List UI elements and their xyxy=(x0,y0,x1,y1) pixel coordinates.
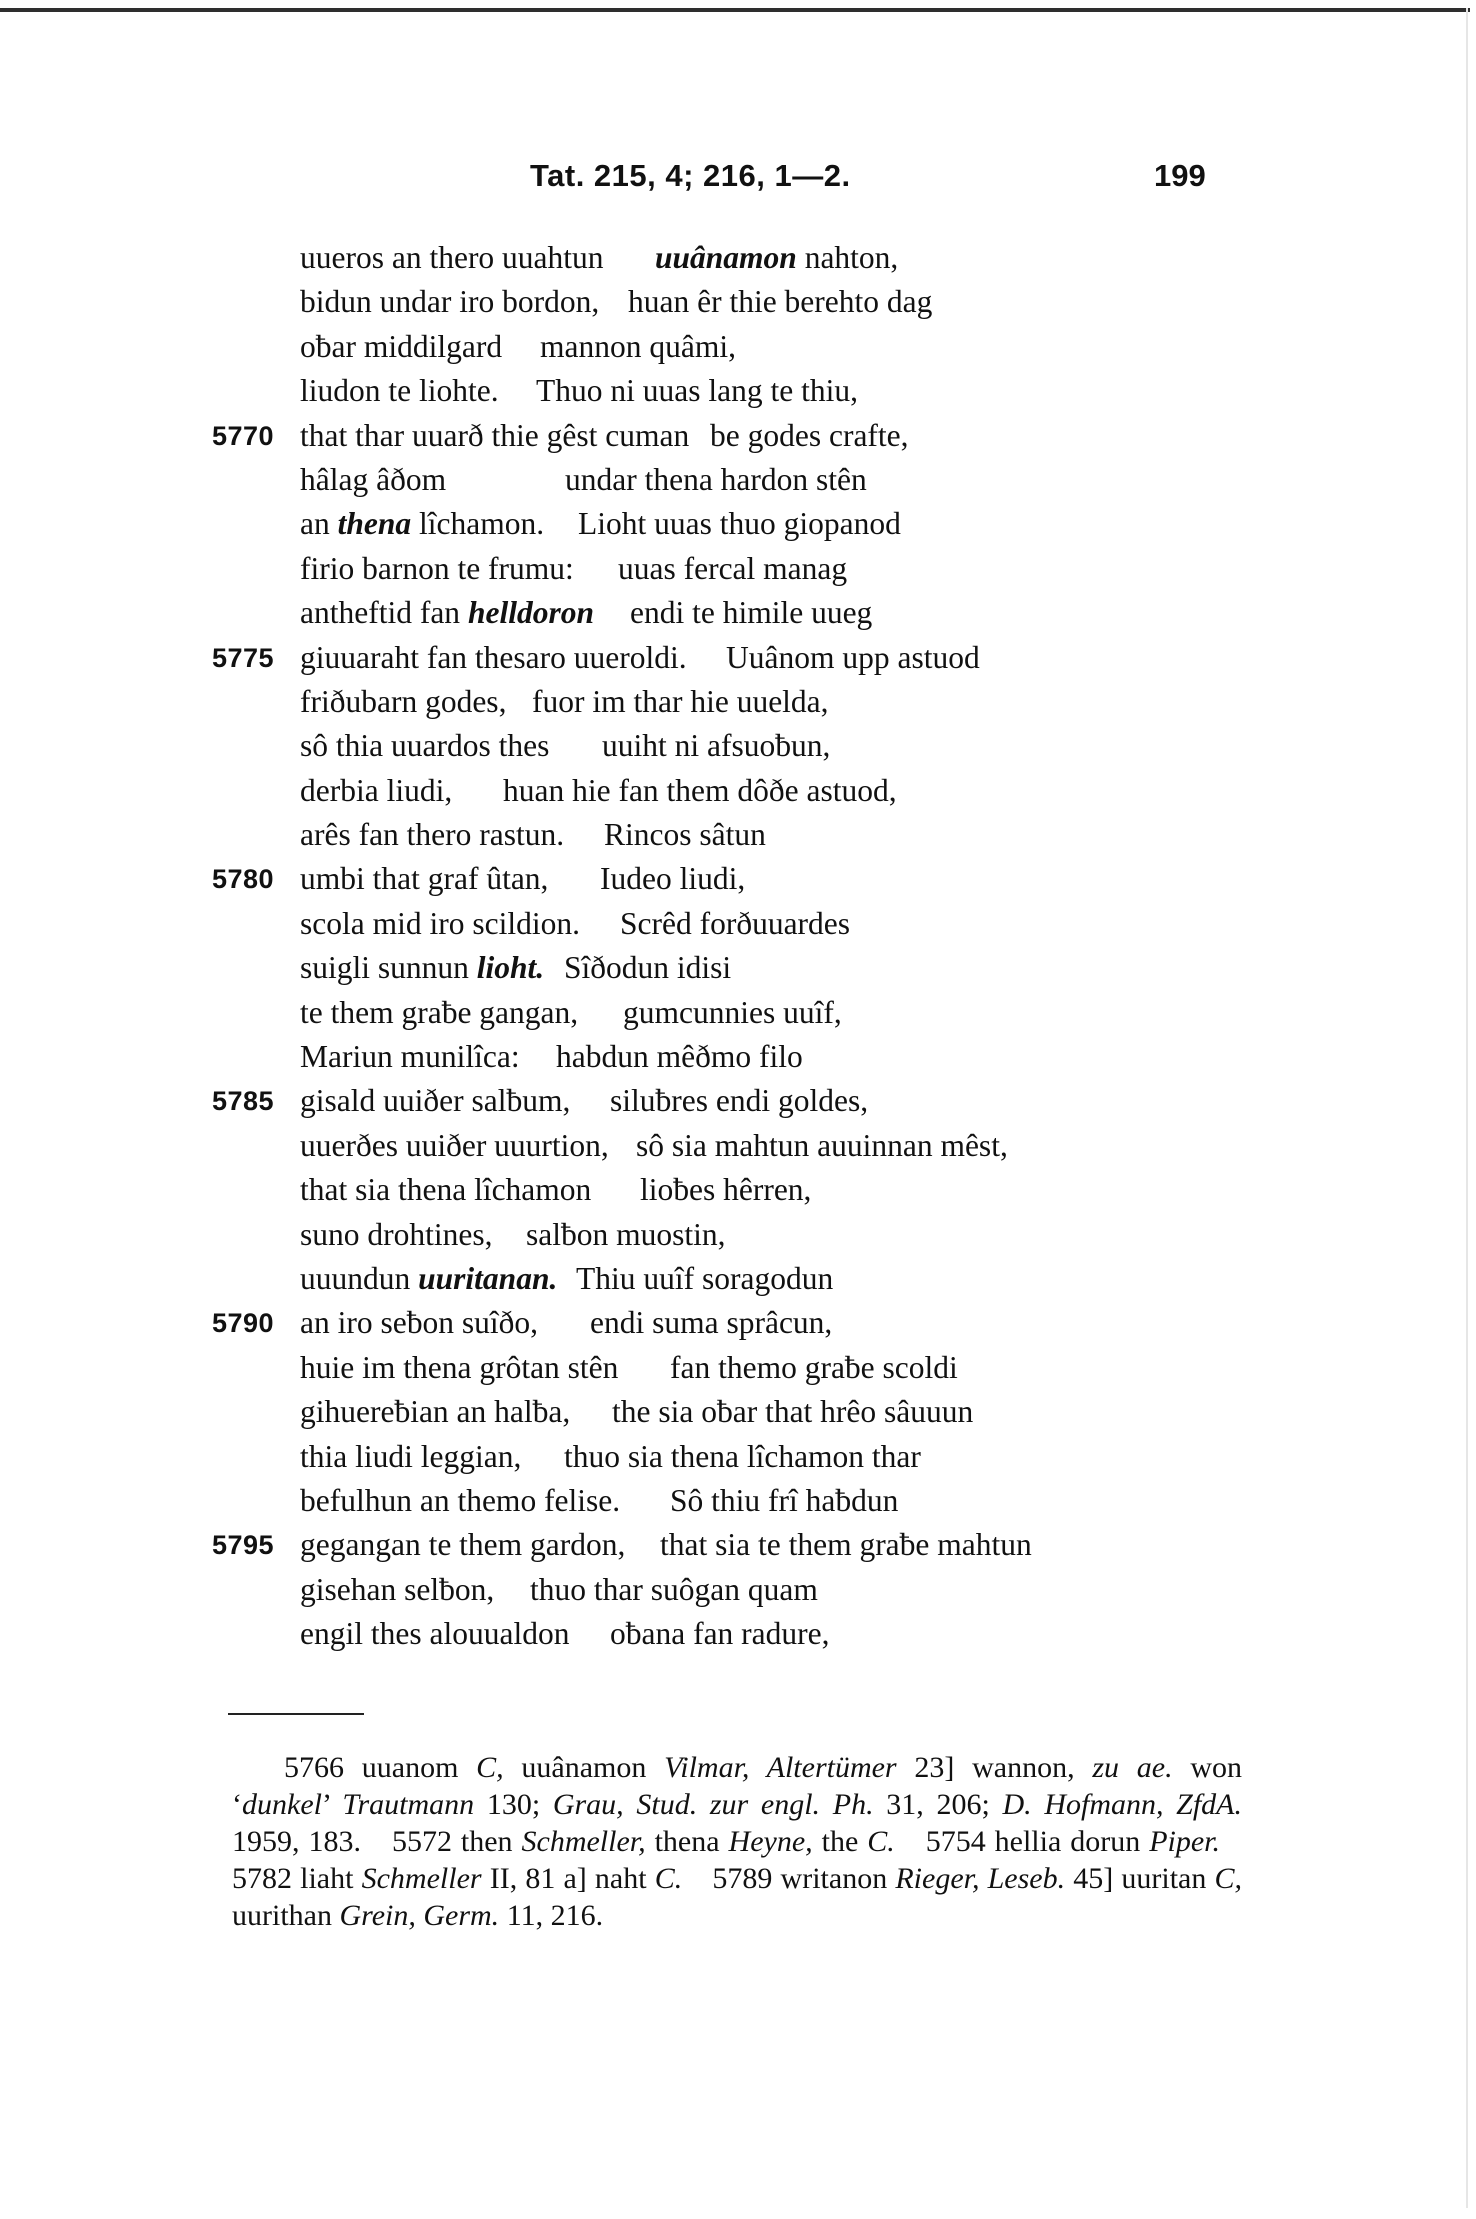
first-half-line xyxy=(300,636,687,680)
italic-text-segment: uuânamon xyxy=(655,240,797,275)
text-segment: giuuaraht fan thesaro uueroldi. xyxy=(300,639,687,675)
verse-line xyxy=(0,857,1476,901)
text-segment: huan êr thie berehto dag xyxy=(628,284,933,320)
verse-line xyxy=(0,769,1476,813)
verse-line xyxy=(0,680,1476,724)
verse-line xyxy=(0,1079,1476,1123)
verse-line xyxy=(0,813,1476,857)
text-segment: an iro seƀon suîðo, xyxy=(300,1305,538,1341)
text-segment: Thiu uuîf soragodun xyxy=(576,1260,834,1296)
text-segment: bidun undar iro bordon, xyxy=(300,284,600,320)
second-half-line xyxy=(670,1346,958,1390)
footnote-rule xyxy=(228,1713,364,1715)
first-half-line xyxy=(300,547,574,591)
first-half-line xyxy=(300,769,452,813)
text-segment: firio barnon te frumu: xyxy=(300,550,574,586)
italic-text-segment: thena xyxy=(337,506,412,542)
first-half-line xyxy=(300,325,502,369)
italic-text-segment: lioht. xyxy=(476,950,545,986)
verse-line xyxy=(0,991,1476,1035)
first-half-line xyxy=(300,1346,618,1390)
text-segment: suigli sunnun xyxy=(300,950,477,986)
italic-text-segment: uuritanan. xyxy=(418,1260,558,1296)
verse-line xyxy=(0,1479,1476,1523)
second-half-line xyxy=(590,1301,832,1345)
second-half-line xyxy=(660,1523,1032,1567)
text-segment: uueros an thero uuahtun xyxy=(300,240,604,275)
second-half-line xyxy=(612,1390,973,1434)
line-number: 5790 xyxy=(212,1308,275,1339)
text-segment: thuo thar suôgan quam xyxy=(530,1571,818,1607)
text-segment: liudon te liohte. xyxy=(300,373,499,409)
text-segment: an xyxy=(300,506,338,542)
footnote-italic-segment: Schmeller xyxy=(361,1862,482,1895)
second-half-line xyxy=(640,1168,811,1212)
text-segment: Lioht uuas thuo giopanod xyxy=(578,506,901,542)
second-half-line xyxy=(618,547,847,591)
top-edge-rule xyxy=(0,8,1470,12)
verse-line xyxy=(0,1612,1476,1656)
verse-line xyxy=(0,1435,1476,1479)
text-segment: engil thes alouualdon xyxy=(300,1616,570,1652)
text-segment: huie im thena grôtan stên xyxy=(300,1349,619,1385)
line-number: 5775 xyxy=(212,642,275,673)
text-segment: gisald uuiðer salƀum, xyxy=(300,1083,571,1119)
verse-line xyxy=(0,1035,1476,1079)
first-half-line xyxy=(300,946,544,990)
footnote-segment: 5572 then xyxy=(391,1825,522,1858)
footnote-italic-segment: Trautmann xyxy=(342,1788,475,1821)
second-half-line xyxy=(556,1035,803,1079)
first-half-line xyxy=(300,813,564,857)
second-half-line xyxy=(600,857,745,901)
first-half-line xyxy=(300,680,506,724)
first-half-line xyxy=(300,1568,494,1612)
second-half-line xyxy=(610,1079,868,1123)
text-segment: derbia liudi, xyxy=(300,772,453,808)
footnote-italic-segment: Heyne, xyxy=(728,1825,813,1858)
footnote-segment: 5789 writanon xyxy=(712,1862,896,1895)
second-half-line xyxy=(604,813,766,857)
text-segment: Thuo ni uuas lang te thiu, xyxy=(536,373,858,409)
text-segment: habdun mêðmo filo xyxy=(556,1039,803,1075)
footnote-segment: 5766 uuanom xyxy=(284,1751,477,1784)
second-half-line xyxy=(564,1435,921,1479)
running-header xyxy=(0,158,1476,198)
text-segment: befulhun an themo felise. xyxy=(300,1482,621,1518)
text-segment: lioƀes hêrren, xyxy=(640,1172,812,1208)
footnote-segment: 45] uuritan xyxy=(1065,1862,1215,1895)
first-half-line xyxy=(300,1523,625,1567)
text-segment: gumcunnies uuîf, xyxy=(623,994,842,1030)
second-half-line xyxy=(526,1213,726,1257)
first-half-line xyxy=(300,591,594,635)
text-segment: that sia te them graƀe mahtun xyxy=(660,1527,1032,1563)
second-half-line xyxy=(536,369,858,413)
footnote-segment: 23] wannon, xyxy=(896,1751,1093,1784)
verse-line xyxy=(0,1257,1476,1301)
first-half-line xyxy=(300,1435,521,1479)
second-half-line xyxy=(726,636,980,680)
second-half-line xyxy=(655,236,898,280)
text-segment: gegangan te them gardon, xyxy=(300,1527,626,1563)
footnote-italic-segment: C. xyxy=(654,1862,683,1895)
text-segment: fan themo graƀe scoldi xyxy=(670,1349,958,1385)
verse-line xyxy=(0,1390,1476,1434)
text-segment: endi suma sprâcun, xyxy=(590,1305,833,1341)
second-half-line xyxy=(620,902,850,946)
text-segment: friðubarn godes, xyxy=(300,683,507,719)
verse-line xyxy=(0,591,1476,635)
first-half-line xyxy=(300,1257,557,1301)
second-half-line xyxy=(623,991,842,1035)
verse-line xyxy=(0,325,1476,369)
verse-line xyxy=(0,946,1476,990)
first-half-line xyxy=(300,458,446,502)
second-half-line xyxy=(532,680,829,724)
first-half-line xyxy=(300,857,548,901)
first-half-line xyxy=(300,902,580,946)
line-number: 5785 xyxy=(212,1086,275,1117)
text-segment: lîchamon. xyxy=(411,506,545,542)
second-half-line xyxy=(565,458,867,502)
text-segment: gisehan selƀon, xyxy=(300,1571,495,1607)
first-half-line xyxy=(300,414,689,458)
second-half-line xyxy=(602,724,830,768)
second-half-line xyxy=(530,1568,818,1612)
text-segment: be godes crafte, xyxy=(710,417,909,453)
second-half-line xyxy=(628,280,932,324)
line-number: 5770 xyxy=(212,420,275,451)
footnote-segment: 5782 liaht xyxy=(232,1862,362,1895)
text-segment: fuor im thar hie uuelda, xyxy=(532,683,829,719)
footnote-segment: 130; xyxy=(474,1788,553,1821)
first-half-line xyxy=(300,991,578,1035)
text-segment: nahton, xyxy=(796,240,899,275)
text-segment: antheftid fan xyxy=(300,595,468,631)
line-number: 5780 xyxy=(212,864,275,895)
second-half-line xyxy=(578,502,901,546)
verse-line xyxy=(0,1213,1476,1257)
second-half-line xyxy=(670,1479,898,1523)
verse-line xyxy=(0,636,1476,680)
verse-line xyxy=(0,236,1476,280)
text-segment: hâlag âðom xyxy=(300,461,447,497)
footnote-segment: 1959, 183. xyxy=(232,1825,361,1858)
text-segment: te them graƀe gangan, xyxy=(300,994,579,1030)
first-half-line xyxy=(300,1612,569,1656)
page-number: 199 xyxy=(1154,158,1206,193)
first-half-line xyxy=(300,1035,520,1079)
footnote-italic-segment: zu ae. xyxy=(1092,1751,1173,1784)
text-segment: umbi that graf ûtan, xyxy=(300,861,549,897)
footnote-italic-segment: Rieger, Leseb. xyxy=(895,1862,1066,1895)
second-half-line xyxy=(610,1612,830,1656)
text-segment: Sîðodun idisi xyxy=(564,950,732,986)
verse-line xyxy=(0,458,1476,502)
second-half-line xyxy=(710,414,909,458)
footnote-italic-segment: D. Hofmann, ZfdA. xyxy=(1002,1788,1243,1821)
footnote-italic-segment: Vilmar, Altertümer xyxy=(664,1751,897,1784)
text-segment: that thar uuarð thie gêst cuman xyxy=(300,417,690,453)
text-segment: scola mid iro scildion. xyxy=(300,905,580,941)
text-segment: Sô thiu frî haƀdun xyxy=(670,1482,899,1518)
verse-block xyxy=(0,236,1476,1657)
text-segment: oƀar middilgard xyxy=(300,328,503,364)
second-half-line xyxy=(630,591,872,635)
text-segment: uuerðes uuiðer uuurtion, xyxy=(300,1127,609,1163)
footnote-apparatus xyxy=(232,1749,1242,1934)
first-half-line xyxy=(300,1301,538,1345)
text-segment: Scrêd forðuuardes xyxy=(620,905,851,941)
verse-line xyxy=(0,724,1476,768)
text-segment: oƀana fan radure, xyxy=(610,1616,830,1652)
first-half-line xyxy=(300,1390,570,1434)
first-half-line xyxy=(300,724,549,768)
footnote-italic-segment: C. xyxy=(867,1825,895,1858)
text-segment: Rincos sâtun xyxy=(604,817,766,853)
header-title: Tat. 215, 4; 216, 1—2. xyxy=(530,158,851,193)
text-segment: thuo sia thena lîchamon thar xyxy=(564,1438,921,1474)
verse-line xyxy=(0,547,1476,591)
text-segment: the sia oƀar that hrêo sâuuun xyxy=(612,1394,974,1430)
text-segment: thia liudi leggian, xyxy=(300,1438,522,1474)
footnote-italic-segment: Schmeller, xyxy=(521,1825,646,1858)
text-segment: siluƀres endi goldes, xyxy=(610,1083,869,1119)
footnote-italic-segment: Grau, Stud. zur engl. Ph. xyxy=(552,1788,874,1821)
footnote-italic-segment: dunkel xyxy=(242,1788,322,1821)
footnote-segment: the xyxy=(812,1825,868,1858)
footnote-segment: II, 81 a] naht xyxy=(481,1862,655,1895)
verse-line xyxy=(0,502,1476,546)
text-segment: that sia thena lîchamon xyxy=(300,1172,592,1208)
text-segment: huan hie fan them dôðe astuod, xyxy=(503,772,897,808)
verse-line xyxy=(0,1523,1476,1567)
verse-line xyxy=(0,1301,1476,1345)
footnote-italic-segment: Piper. xyxy=(1149,1825,1221,1858)
footnote-italic-segment: Grein, Germ. xyxy=(339,1899,500,1932)
second-half-line xyxy=(564,946,731,990)
text-segment: uuundun xyxy=(300,1260,419,1296)
verse-line xyxy=(0,280,1476,324)
second-half-line xyxy=(540,325,736,369)
text-segment: salƀon muostin, xyxy=(526,1216,726,1252)
text-segment: mannon quâmi, xyxy=(540,328,736,364)
second-half-line xyxy=(503,769,897,813)
verse-line xyxy=(0,1568,1476,1612)
text-segment: uuas fercal manag xyxy=(618,550,848,586)
text-segment: arês fan thero rastun. xyxy=(300,817,565,853)
footnote-segment: won ‘ xyxy=(232,1751,1242,1821)
first-half-line xyxy=(300,1168,591,1212)
footnote-italic-segment: C, xyxy=(1214,1862,1243,1895)
verse-line xyxy=(0,902,1476,946)
second-half-line xyxy=(576,1257,833,1301)
first-half-line xyxy=(300,1079,570,1123)
footnote-segment: thena xyxy=(645,1825,729,1858)
first-half-line xyxy=(300,236,604,280)
line-number: 5795 xyxy=(212,1530,275,1561)
verse-line xyxy=(0,369,1476,413)
text-segment: undar thena hardon stên xyxy=(565,461,867,497)
footnote-segment: 11, 216. xyxy=(499,1899,604,1932)
first-half-line xyxy=(300,502,544,546)
verse-line xyxy=(0,1346,1476,1390)
text-segment: Mariun munilîca: xyxy=(300,1039,520,1075)
text-segment: Uuânom upp astuod xyxy=(726,639,980,675)
verse-line xyxy=(0,1124,1476,1168)
first-half-line xyxy=(300,280,599,324)
footnote-segment: 31, 206; xyxy=(873,1788,1003,1821)
text-segment: sô thia uuardos thes xyxy=(300,728,550,764)
first-half-line xyxy=(300,1213,493,1257)
first-half-line xyxy=(300,1124,609,1168)
italic-text-segment: helldoron xyxy=(467,595,594,631)
text-segment: gihuereƀian an halƀa, xyxy=(300,1394,571,1430)
text-segment: uuiht ni afsuoƀun, xyxy=(602,728,831,764)
footnote-segment: uuânamon xyxy=(503,1751,665,1784)
second-half-line xyxy=(636,1124,1008,1168)
text-segment: endi te himile uueg xyxy=(630,595,873,631)
text-segment: sô sia mahtun auuinnan mêst, xyxy=(636,1127,1008,1163)
text-segment: suno drohtines, xyxy=(300,1216,493,1252)
first-half-line xyxy=(300,1479,620,1523)
text-segment: Iudeo liudi, xyxy=(600,861,746,897)
footnote-segment: 5754 hellia dorun xyxy=(925,1825,1150,1858)
footnote-segment: uurithan xyxy=(232,1899,340,1932)
footnote-italic-segment: C, xyxy=(476,1751,504,1784)
first-half-line xyxy=(300,369,499,413)
footnote-segment: ’ xyxy=(321,1788,343,1821)
verse-line xyxy=(0,414,1476,458)
verse-line xyxy=(0,1168,1476,1212)
